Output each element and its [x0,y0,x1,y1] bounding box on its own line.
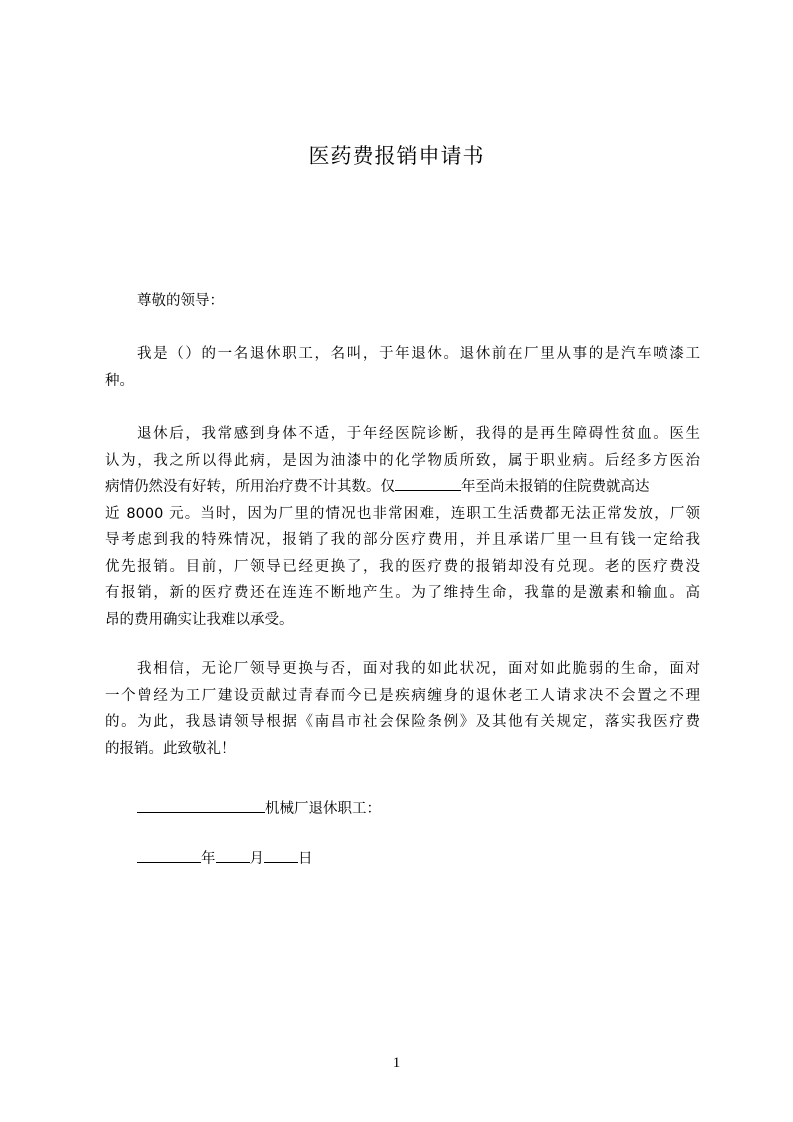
paragraph-line: 昂的费用确实让我难以承受。 [105,611,294,628]
month-label: 月 [249,851,264,867]
paragraph-line: 有报销，新的医疗费还在连连不断地产生。为了维持生命，我靠的是激素和输血。高 [105,585,700,601]
paragraph-line: 导考虑到我的特殊情况，报销了我的部分医疗费用，并且承诺厂里一旦有钱一定给我 [105,532,700,548]
paragraph-line: 一个曾经为工厂建设贡献过青春而今已是疾病缠身的退休老工人请求决不会置之不理 [105,687,700,704]
paragraph-3 [105,656,700,762]
page-number: 1 [392,1055,401,1071]
salutation [105,288,700,315]
date-block [105,846,700,873]
paragraph-line: 退休后，我常感到身体不适，于年经医院诊断，我得的是再生障碍性贫血。医生 [137,426,700,442]
paragraph-line: 的。为此，我恳请领导根据《南昌市社会保险条例》及其他有关规定，落实我医疗费 [105,714,700,730]
paragraph-line [105,474,700,501]
paragraph-line: 近 8000 元。当时，因为厂里的情况也非常困难，连职工生活费都无法正常发放，厂领 [105,505,700,522]
year-blank [137,847,201,863]
year-label: 年 [201,851,216,867]
month-blank [216,847,250,863]
paragraph-text: 病情仍然没有好转，所用治疗费不计其数。仅 [105,479,395,495]
signature-block [105,796,700,823]
document-title: 医药费报销申请书 [308,144,485,168]
paragraph-2 [105,421,700,633]
signature-text: 机械厂退休职工： [265,801,381,817]
paragraph-line: 的报销。此致敬礼！ [105,740,236,757]
salutation-text: 尊敬的领导： [137,293,224,309]
paragraph-line: 优先报销。目前，厂领导已经更换了，我的医疗费的报销却没有兑现。老的医疗费没 [105,558,700,575]
paragraph-text: 年至尚未报销的住院费就高达 [461,479,650,495]
year-blank [395,475,461,491]
day-blank [264,847,298,863]
paragraph-line: 种。 [105,372,134,389]
paragraph-line: 认为，我之所以得此病，是因为油漆中的化学物质所致，属于职业病。后经多方医治 [105,452,700,469]
signature-line [105,796,700,823]
factory-name-blank [137,797,265,813]
paragraph-line: 我是（）的一名退休职工，名叫，于年退休。退休前在厂里从事的是汽车喷漆工 [137,346,700,362]
paragraph-1 [105,341,700,394]
date-line [105,846,700,873]
day-label: 日 [298,851,313,867]
paragraph-line: 我相信，无论厂领导更换与否，面对我的如此状况，面对如此脆弱的生命，面对 [137,661,700,677]
